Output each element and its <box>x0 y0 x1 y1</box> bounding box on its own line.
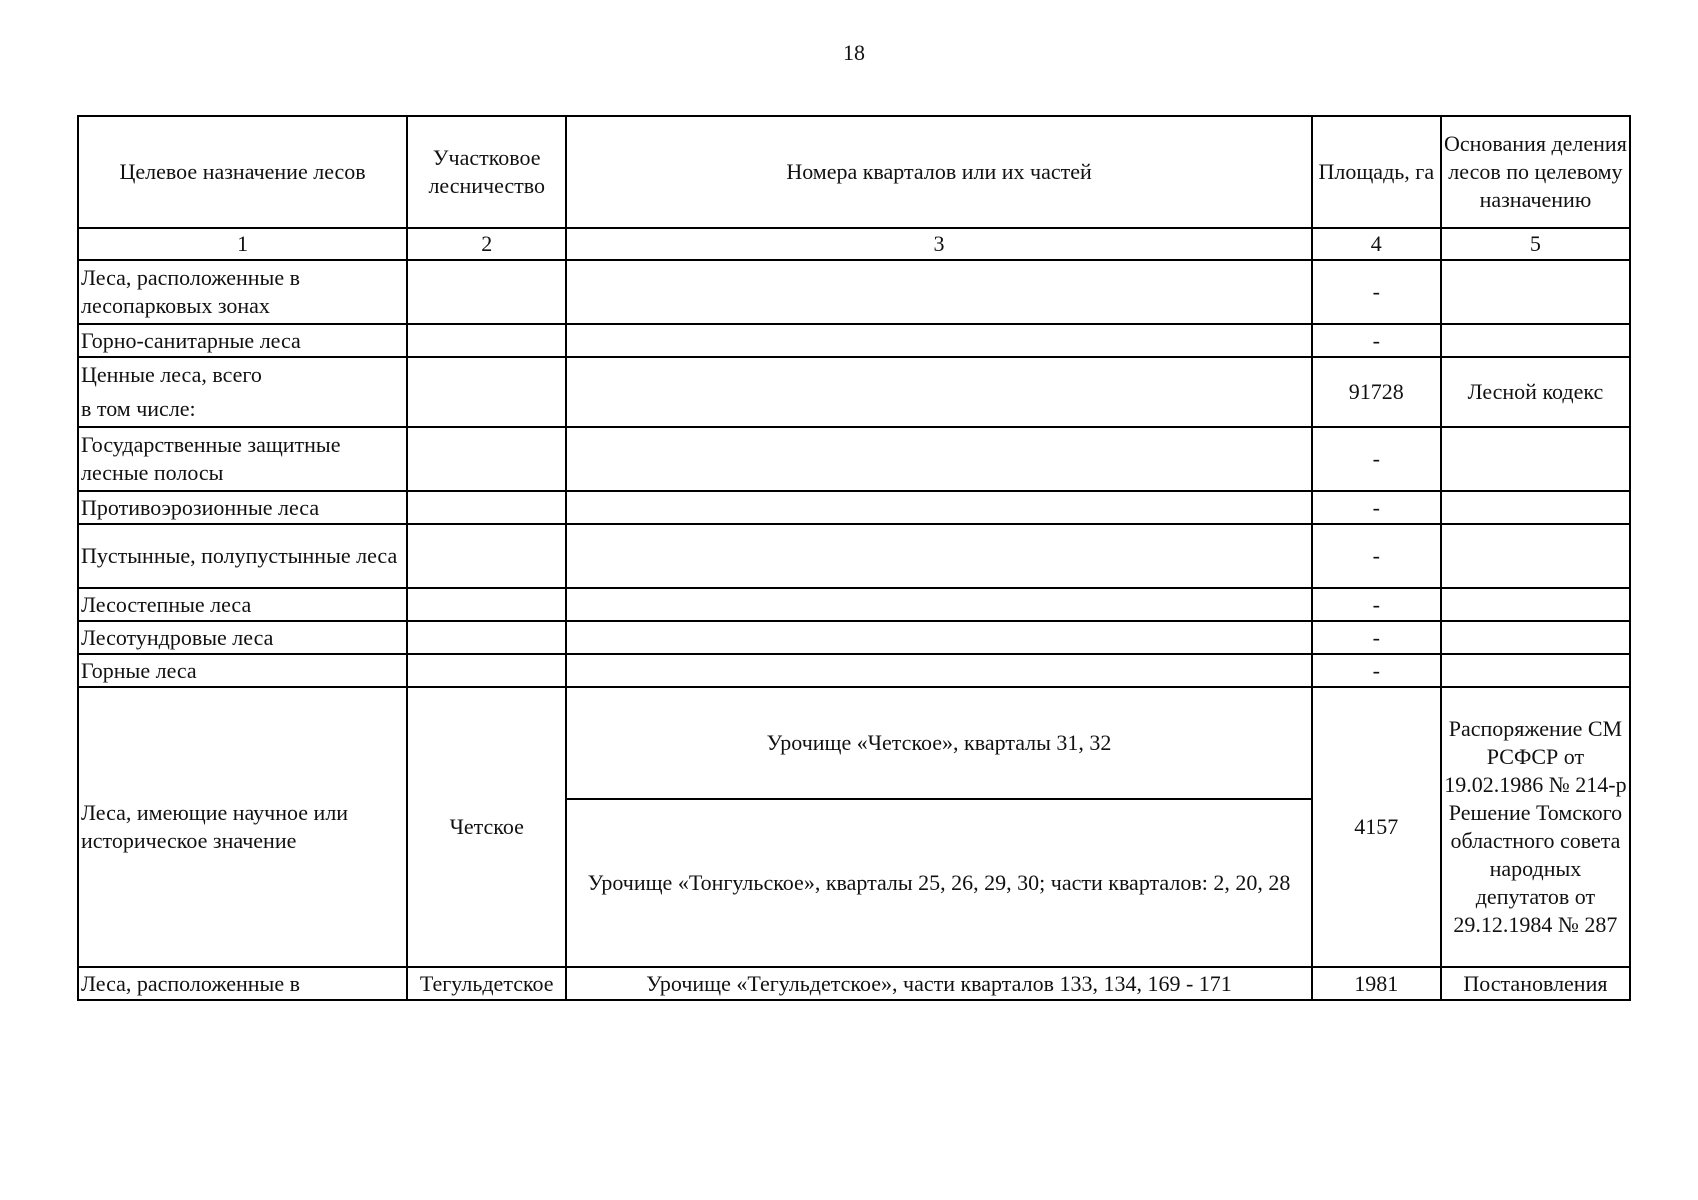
area-cell: - <box>1312 621 1441 654</box>
quarters-cell <box>566 654 1311 687</box>
table-row <box>78 357 1630 427</box>
forestry-cell: Тегульдетское <box>407 967 566 1000</box>
column-number-row <box>78 228 1630 260</box>
column-number: 5 <box>1441 228 1630 260</box>
quarters-cell <box>566 324 1311 357</box>
basis-document: Решение Томского областного совета народных депутатов от 29.12.1984 № 287 <box>1448 800 1623 937</box>
quarters-cell <box>566 588 1311 621</box>
header-quarters: Номера кварталов или их частей <box>566 116 1311 228</box>
basis-cell <box>1441 654 1630 687</box>
basis-cell <box>1441 260 1630 324</box>
forestry-cell <box>407 654 566 687</box>
quarters-cell <box>566 357 1311 427</box>
purpose-cell: Леса, расположенные в <box>78 967 407 1000</box>
basis-cell <box>1441 324 1630 357</box>
basis-cell <box>1441 621 1630 654</box>
forestry-cell <box>407 357 566 427</box>
table-row <box>78 967 1630 1000</box>
forestry-cell <box>407 621 566 654</box>
purpose-cell: Горные леса <box>78 654 407 687</box>
area-cell: 4157 <box>1312 687 1441 967</box>
area-cell: - <box>1312 491 1441 524</box>
table-row <box>78 687 1630 799</box>
quarters-cell: Урочище «Тонгульское», кварталы 25, 26, 29, 30; части кварталов: 2, 20, 28 <box>566 799 1311 967</box>
quarters-cell: Урочище «Четское», кварталы 31, 32 <box>566 687 1311 799</box>
forestry-cell <box>407 524 566 588</box>
header-area: Площадь, га <box>1312 116 1441 228</box>
table-row <box>78 427 1630 491</box>
forestry-cell <box>407 260 566 324</box>
table-header-row <box>78 116 1630 228</box>
column-number: 3 <box>566 228 1311 260</box>
table-row <box>78 621 1630 654</box>
column-number: 1 <box>78 228 407 260</box>
area-cell: - <box>1312 524 1441 588</box>
table-row <box>78 524 1630 588</box>
basis-cell <box>1441 427 1630 491</box>
basis-cell <box>1441 491 1630 524</box>
basis-cell <box>1441 588 1630 621</box>
basis-cell <box>1441 524 1630 588</box>
purpose-cell: Леса, имеющие научное или историческое значение <box>78 687 407 967</box>
area-cell: - <box>1312 427 1441 491</box>
header-basis: Основания деления лесов по целевому назначению <box>1441 116 1630 228</box>
purpose-cell: Лесотундровые леса <box>78 621 407 654</box>
quarters-cell <box>566 427 1311 491</box>
forestry-cell <box>407 588 566 621</box>
purpose-line: в том числе: <box>81 396 196 421</box>
forestry-cell <box>407 491 566 524</box>
basis-document: Распоряжение СМ РСФСР от 19.02.1986 № 214-р <box>1444 716 1627 797</box>
forest-purpose-table <box>77 115 1631 1001</box>
basis-cell: Лесной кодекс <box>1441 357 1630 427</box>
table-row <box>78 588 1630 621</box>
column-number: 4 <box>1312 228 1441 260</box>
area-cell: 91728 <box>1312 357 1441 427</box>
area-cell: - <box>1312 260 1441 324</box>
purpose-cell: Горно-санитарные леса <box>78 324 407 357</box>
page-number: 18 <box>843 40 865 65</box>
quarters-cell <box>566 260 1311 324</box>
table-row <box>78 491 1630 524</box>
purpose-cell: Пустынные, полупустынные леса <box>78 524 407 588</box>
area-cell: 1981 <box>1312 967 1441 1000</box>
quarters-cell <box>566 621 1311 654</box>
quarters-cell <box>566 524 1311 588</box>
header-purpose: Целевое назначение лесов <box>78 116 407 228</box>
header-forestry: Участковое лесничество <box>407 116 566 228</box>
forestry-cell: Четское <box>407 687 566 967</box>
purpose-line: Ценные леса, всего <box>81 362 262 387</box>
table-row <box>78 654 1630 687</box>
basis-cell <box>1441 687 1630 967</box>
area-cell: - <box>1312 588 1441 621</box>
table-row <box>78 324 1630 357</box>
forestry-cell <box>407 324 566 357</box>
quarters-cell: Урочище «Тегульдетское», части кварталов 133, 134, 169 - 171 <box>566 967 1311 1000</box>
area-cell: - <box>1312 324 1441 357</box>
purpose-cell: Противоэрозионные леса <box>78 491 407 524</box>
quarters-cell <box>566 491 1311 524</box>
basis-cell: Постановления <box>1441 967 1630 1000</box>
purpose-cell: Государственные защитные лесные полосы <box>78 427 407 491</box>
forestry-cell <box>407 427 566 491</box>
purpose-cell <box>78 357 407 427</box>
purpose-cell: Леса, расположенные в лесопарковых зонах <box>78 260 407 324</box>
table-row <box>78 260 1630 324</box>
area-cell: - <box>1312 654 1441 687</box>
column-number: 2 <box>407 228 566 260</box>
purpose-cell: Лесостепные леса <box>78 588 407 621</box>
